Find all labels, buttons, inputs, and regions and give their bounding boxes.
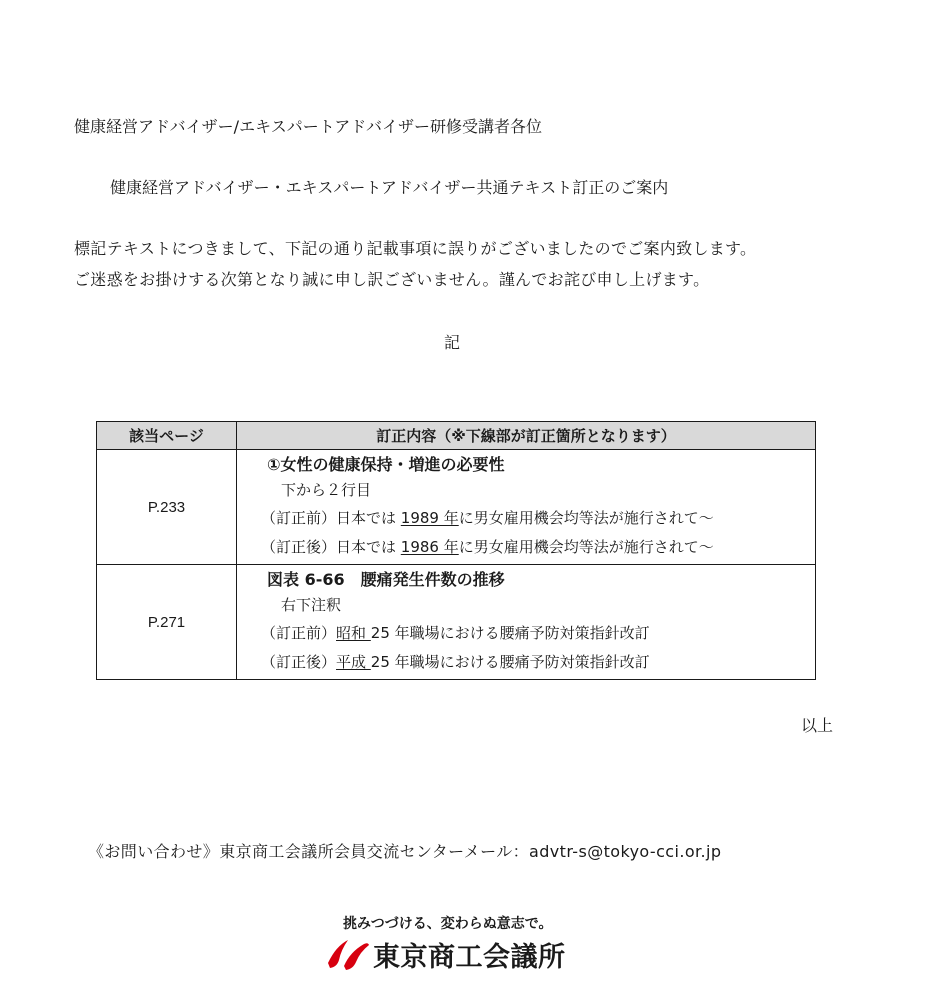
body-paragraph-2: ご迷惑をお掛けする次第となり誠に申し訳ございません。謹んでお詫び申し上げます。 [74,270,710,289]
after-underlined: 1986 年 [400,537,459,556]
ki-marker: 記 [444,333,461,352]
content-cell [237,565,816,680]
table-row [97,450,816,565]
location-note: 下から２行目 [281,481,372,499]
logo-text: 東京商工会議所 [373,941,566,973]
before-prefix: （訂正前） [261,624,337,642]
after-suffix: に男女雇用機会均等法が施行されて～ [458,537,714,556]
page-cell: P.233 [97,450,237,565]
before-suffix: 25 年職場における腰痛予防対策指針改訂 [370,624,650,642]
body-paragraph-1: 標記テキストにつきまして、下記の通り記載事項に誤りがございましたのでご案内致します。 [74,239,757,258]
document-title: 健康経営アドバイザー・エキスパートアドバイザー共通テキスト訂正のご案内 [110,178,669,197]
section-heading: ①女性の健康保持・増進の必要性 [267,455,505,474]
header-page: 該当ページ [97,422,237,450]
correction-table [96,421,816,680]
before-prefix: （訂正前）日本では [261,509,401,527]
header-content: 訂正内容（※下線部が訂正箇所となります） [237,422,816,450]
before-suffix: に男女雇用機会均等法が施行されて～ [458,509,714,527]
after-prefix: （訂正後） [261,652,337,671]
closing-mark: 以上 [800,716,833,735]
before-underlined: 昭和 [336,624,371,642]
after-line [261,533,815,562]
addressee: 健康経営アドバイザー/エキスパートアドバイザー研修受講者各位 [74,117,542,136]
after-prefix: （訂正後）日本では [261,537,401,556]
after-line [261,648,815,677]
page-cell: P.271 [97,565,237,680]
table-header-row [97,422,816,450]
section-heading: 図表 6-66 腰痛発生件数の推移 [267,570,505,589]
before-line [261,619,815,648]
chamber-logo [326,934,566,974]
before-underlined: 1989 年 [400,509,459,527]
slogan: 挑みつづける、変わらぬ意志で。 [343,916,553,932]
before-line [261,504,815,533]
after-suffix: 25 年職場における腰痛予防対策指針改訂 [370,652,650,671]
contact-info: 《お問い合わせ》東京商工会議所会員交流センターメール：advtr-s@tokyo-cci.or.jp [88,842,722,861]
content-cell [237,450,816,565]
table-row [97,565,816,680]
after-underlined: 平成 [336,652,371,671]
chamber-logo-mark-icon [326,936,370,972]
location-note: 右下注釈 [281,596,342,614]
